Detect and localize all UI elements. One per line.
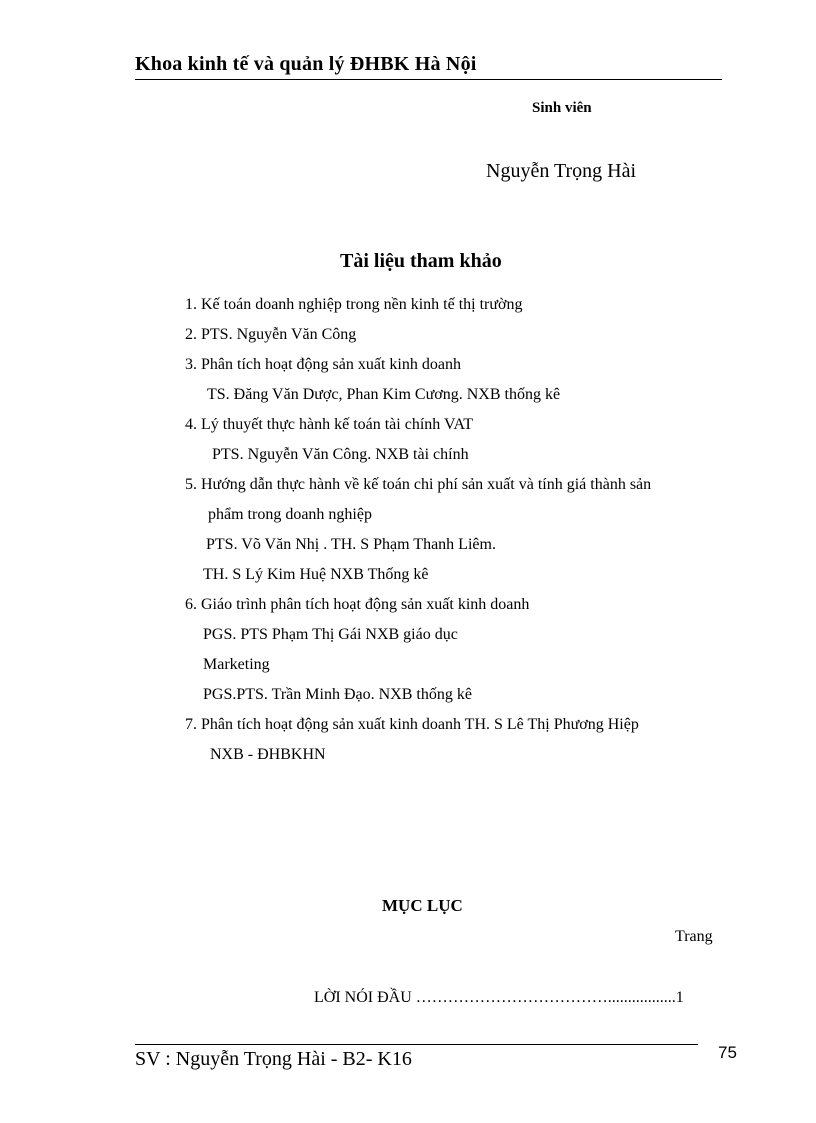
reference-line: phẩm trong doanh nghiệp — [208, 506, 372, 523]
reference-line: PGS. PTS Phạm Thị Gái NXB giáo dục — [203, 626, 458, 643]
header-divider — [135, 79, 722, 80]
reference-line: 6. Giáo trình phân tích hoạt động sản xuất kinh doanh — [185, 596, 530, 613]
reference-line: NXB - ĐHBKHN — [210, 746, 326, 763]
reference-line: 2. PTS. Nguyễn Văn Công — [185, 326, 357, 343]
references-heading: Tài liệu tham khảo — [340, 250, 502, 272]
reference-line: Marketing — [203, 656, 270, 673]
reference-line: PGS.PTS. Trần Minh Đạo. NXB thống kê — [203, 686, 472, 703]
signer-label: Sinh viên — [532, 100, 592, 116]
reference-line: 7. Phân tích hoạt động sản xuất kinh doanh TH. S Lê Thị Phương Hiệp — [185, 716, 639, 733]
reference-line: PTS. Võ Văn Nhị . TH. S Phạm Thanh Liêm. — [206, 536, 496, 553]
reference-line: 3. Phân tích hoạt động sản xuất kinh doanh — [185, 356, 461, 373]
page-number: 75 — [718, 1043, 737, 1062]
toc-page-column-label: Trang — [675, 928, 713, 945]
signer-name: Nguyễn Trọng Hài — [486, 160, 637, 182]
toc-heading: MỤC LỤC — [382, 896, 463, 915]
reference-line: PTS. Nguyễn Văn Công. NXB tài chính — [212, 446, 469, 463]
reference-line: 5. Hướng dẫn thực hành về kế toán chi phí sản xuất và tính giá thành sản — [185, 476, 652, 493]
footer-author: SV : Nguyễn Trọng Hài - B2- K16 — [135, 1048, 412, 1070]
reference-line: 1. Kế toán doanh nghiệp trong nền kinh tế thị trường — [185, 296, 523, 313]
header-title: Khoa kinh tế và quản lý ĐHBK Hà Nội — [135, 53, 477, 75]
reference-line: TH. S Lý Kim Huệ NXB Thống kê — [203, 566, 429, 583]
footer-divider — [135, 1044, 698, 1045]
reference-line: TS. Đăng Văn Dược, Phan Kim Cương. NXB thống kê — [207, 386, 561, 403]
toc-entry[interactable]: LỜI NÓI ĐẦU ……………………………….................1 — [314, 989, 684, 1006]
reference-line: 4. Lý thuyết thực hành kế toán tài chính VAT — [185, 416, 474, 433]
